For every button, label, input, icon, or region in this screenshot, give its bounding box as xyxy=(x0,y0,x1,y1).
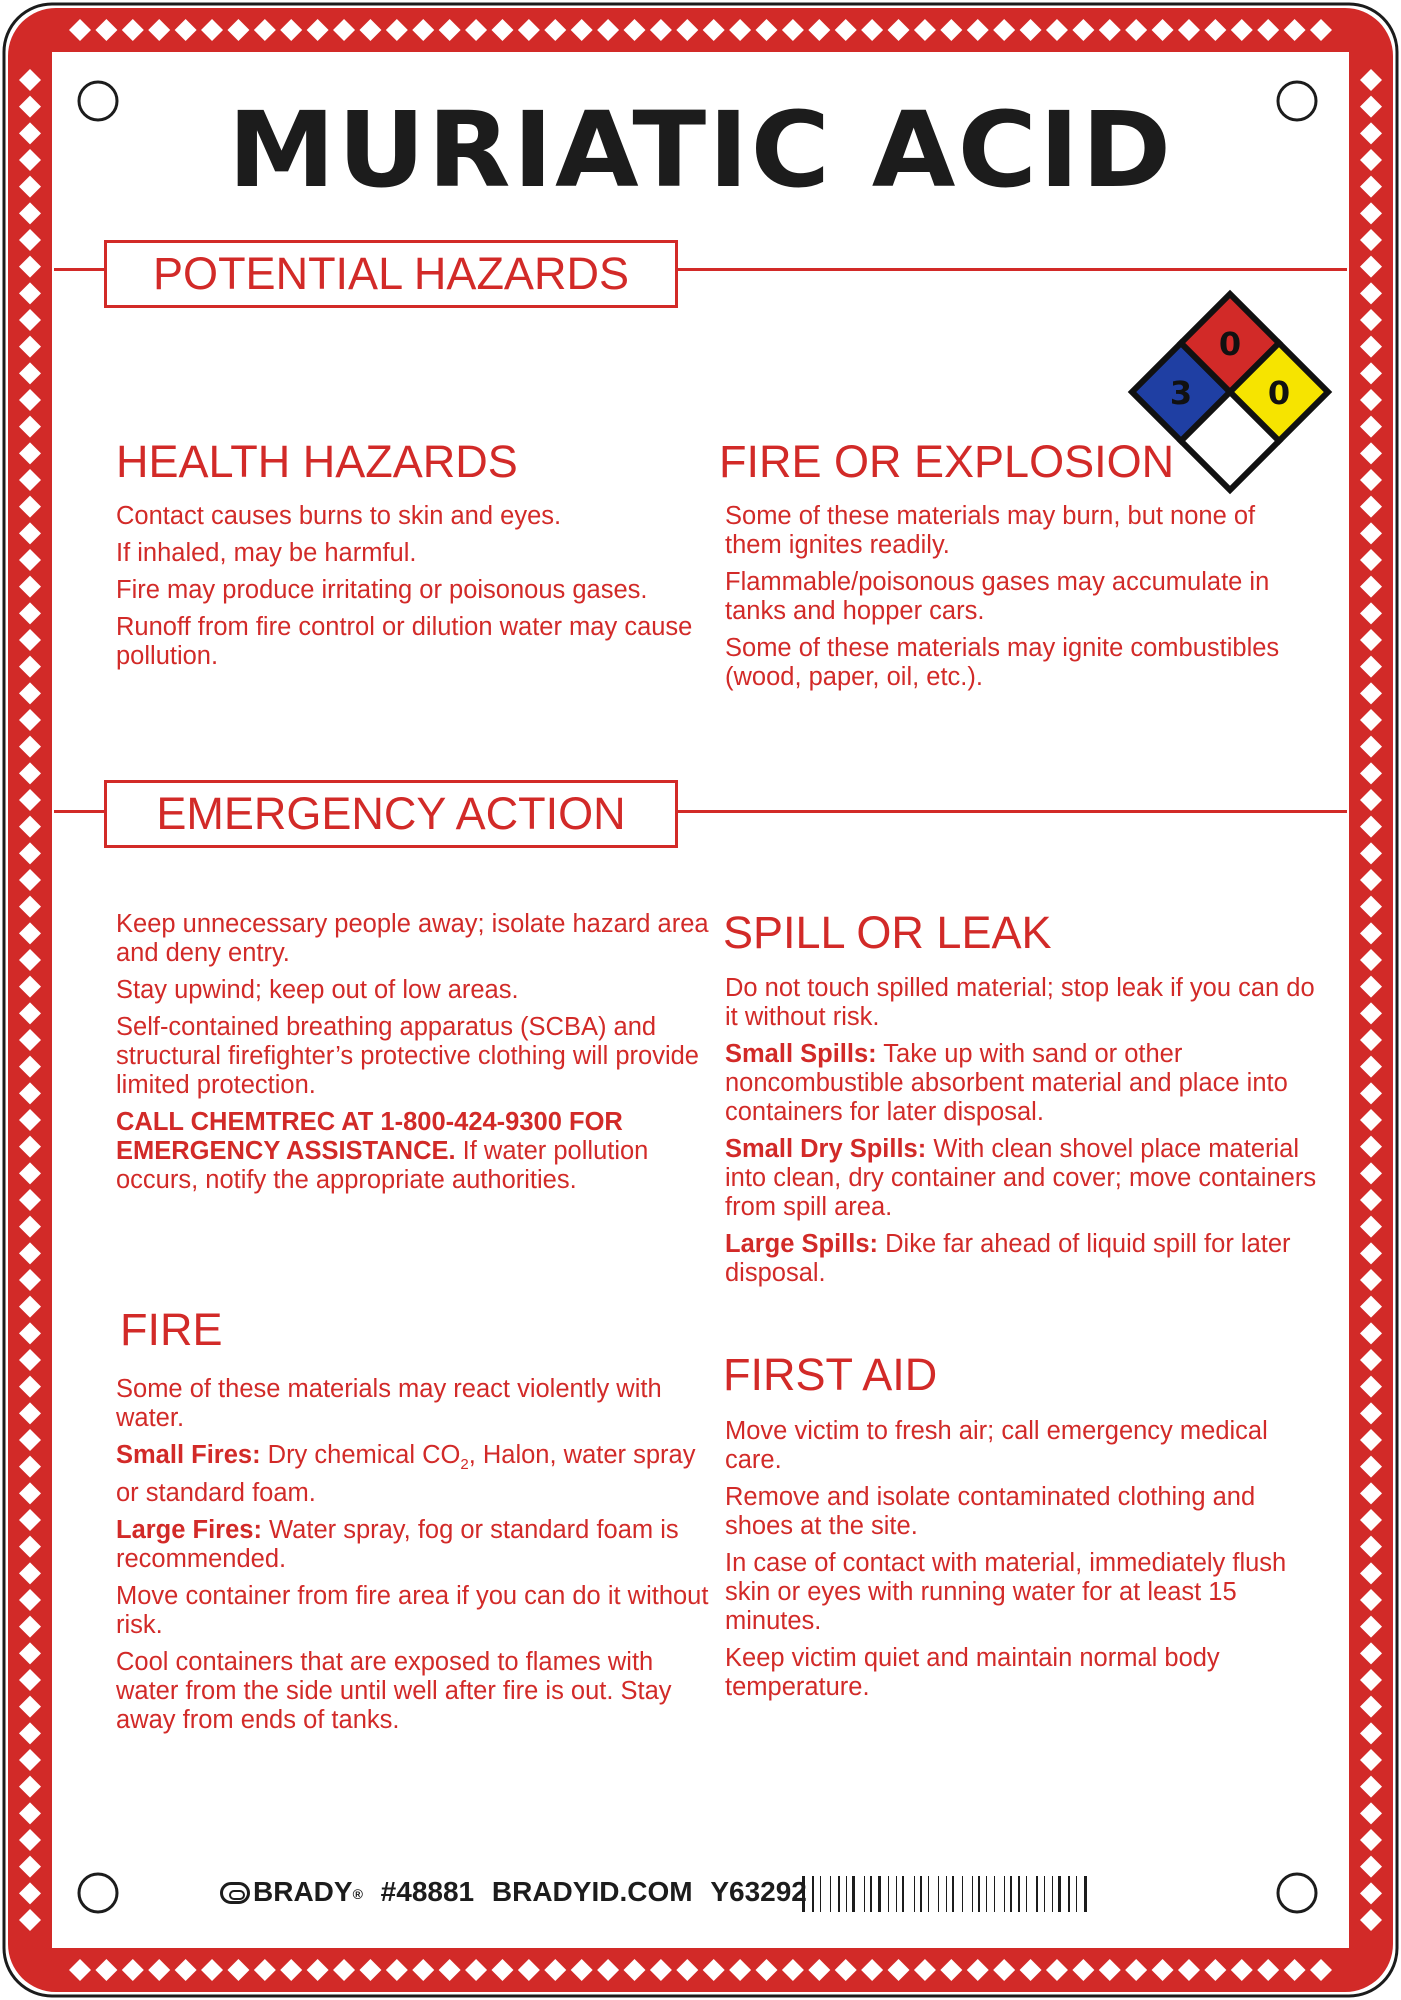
barcode-bar xyxy=(852,1876,855,1912)
sign-title: MURIATIC ACID xyxy=(227,89,1174,211)
barcode-bar xyxy=(838,1876,840,1912)
barcode-bar xyxy=(928,1876,929,1912)
emergency-item: Self-contained breathing apparatus (SCBA) and structural firefighter’s protective clothing will provide limited protection. xyxy=(116,1013,699,1099)
footer-brand xyxy=(220,1874,807,1912)
registered-mark: ® xyxy=(352,1886,363,1902)
small-fires-label: Small Fires: xyxy=(116,1441,261,1469)
potential-hazards-rule-right xyxy=(678,268,1347,271)
health-hazards-list xyxy=(116,502,710,679)
health-hazard-item: Fire may produce irritating or poisonous gases. xyxy=(116,576,648,604)
barcode-bar xyxy=(994,1876,995,1912)
brady-logo-icon xyxy=(220,1882,250,1904)
barcode-bar xyxy=(1044,1876,1045,1912)
website: BRADYID.COM xyxy=(491,1876,693,1907)
barcode-bar xyxy=(870,1876,872,1912)
barcode-bar xyxy=(820,1876,821,1912)
barcode-bar xyxy=(914,1876,915,1912)
emergency-item: Stay upwind; keep out of low areas. xyxy=(116,976,519,1004)
nfpa-flammability-value: 0 xyxy=(1218,325,1242,363)
spill-item-small-spills xyxy=(725,1040,1317,1127)
barcode-bar xyxy=(896,1876,897,1912)
barcode-bar xyxy=(972,1876,973,1912)
barcode-bar xyxy=(878,1876,881,1912)
barcode-bar xyxy=(962,1876,963,1912)
fire-item-large-fires xyxy=(116,1516,716,1574)
barcode-bar xyxy=(1084,1876,1087,1912)
fire-explosion-heading: FIRE OR EXPLOSION xyxy=(719,436,1175,487)
spill-item: Do not touch spilled material; stop leak if you can do it without risk. xyxy=(725,974,1315,1031)
large-fires-label: Large Fires: xyxy=(116,1516,262,1545)
fire-explosion-item: Some of these materials may ignite combustibles (wood, paper, oil, etc.). xyxy=(725,634,1280,691)
spill-leak-list xyxy=(725,974,1317,1296)
barcode-bar xyxy=(1010,1876,1012,1912)
health-hazard-item: If inhaled, may be harmful. xyxy=(116,539,417,567)
barcode-bar xyxy=(986,1876,987,1912)
large-fires-text: Water spray, fog or standard foam is recommended. xyxy=(116,1516,679,1574)
barcode-bar xyxy=(1004,1876,1005,1912)
small-fires-text: Dry chemical CO xyxy=(260,1441,461,1469)
fire-explosion-list xyxy=(725,502,1315,700)
emergency-action-rule-left xyxy=(54,810,104,813)
part-number: #48881 xyxy=(380,1876,475,1907)
fire-list xyxy=(116,1375,716,1743)
nfpa-instability-value: 0 xyxy=(1267,374,1291,412)
small-fires-text-rest: , Halon, water spray or standard foam. xyxy=(116,1441,696,1508)
barcode-bar xyxy=(830,1876,831,1912)
emergency-general-list xyxy=(116,910,716,1203)
barcode-bar xyxy=(1026,1876,1027,1912)
chemtrec-followup: If water pollution occurs, notify the appropriate authorities. xyxy=(116,1137,649,1194)
small-dry-spills-text: With clean shovel place material into clean, dry container and cover; move containers from spill area. xyxy=(725,1135,1317,1221)
spill-leak-heading: SPILL OR LEAK xyxy=(723,907,1052,958)
small-spills-label: Small Spills: xyxy=(725,1040,877,1068)
fire-item: Cool containers that are exposed to flames with water from the side until well after fire is out. Stay away from ends of tanks. xyxy=(116,1648,672,1735)
barcode-bar xyxy=(1052,1876,1053,1912)
barcode-bar xyxy=(846,1876,847,1912)
barcode-bar xyxy=(812,1876,814,1912)
first-aid-item: Move victim to fresh air; call emergency medical care. xyxy=(725,1417,1268,1474)
emergency-item-chemtrec xyxy=(116,1108,716,1195)
first-aid-heading: FIRST AID xyxy=(723,1349,938,1400)
fire-explosion-item: Some of these materials may burn, but none of them ignites readily. xyxy=(725,502,1256,559)
emergency-action-rule-right xyxy=(678,810,1347,813)
barcode-bar xyxy=(1018,1876,1020,1912)
barcode-bar xyxy=(920,1876,922,1912)
small-dry-spills-label: Small Dry Spills: xyxy=(725,1135,927,1163)
product-code: Y63292 xyxy=(710,1876,807,1907)
first-aid-list xyxy=(725,1417,1317,1710)
small-spills-text: Take up with sand or other noncombustible absorbent material and place into containers for later disposal. xyxy=(725,1040,1288,1126)
barcode-bar xyxy=(1068,1876,1070,1912)
health-hazard-item: Runoff from fire control or dilution water may cause pollution. xyxy=(116,613,693,670)
health-hazards-heading: HEALTH HAZARDS xyxy=(116,436,518,487)
potential-hazards-heading: POTENTIAL HAZARDS xyxy=(104,240,678,308)
health-hazard-item: Contact causes burns to skin and eyes. xyxy=(116,502,562,530)
barcode-bar xyxy=(946,1876,947,1912)
barcode-bar xyxy=(1058,1876,1061,1912)
large-spills-label: Large Spills: xyxy=(725,1230,879,1258)
fire-item: Some of these materials may react violently with water. xyxy=(116,1375,662,1432)
potential-hazards-rule-left xyxy=(54,268,104,271)
barcode-bar xyxy=(864,1876,865,1912)
first-aid-item: Keep victim quiet and maintain normal body temperature. xyxy=(725,1644,1220,1701)
emergency-action-heading: EMERGENCY ACTION xyxy=(104,780,678,848)
mounting-hole-bottom-right xyxy=(1278,1874,1316,1912)
first-aid-item: In case of contact with material, immediately flush skin or eyes with running water for at least 15 minutes. xyxy=(725,1549,1287,1635)
fire-explosion-item: Flammable/poisonous gases may accumulate in tanks and hopper cars. xyxy=(725,568,1270,625)
barcode-bar xyxy=(888,1876,889,1912)
large-spills-text: Dike far ahead of liquid spill for later disposal. xyxy=(725,1230,1291,1287)
brand-name: BRADY xyxy=(253,1876,353,1907)
chemtrec-callout: CALL CHEMTREC AT 1-800-424-9300 FOR EMERGENCY ASSISTANCE. xyxy=(116,1108,623,1165)
fire-item-small-fires xyxy=(116,1441,716,1508)
nfpa-health-value: 3 xyxy=(1169,374,1193,412)
fire-heading: FIRE xyxy=(120,1304,223,1355)
emergency-item: Keep unnecessary people away; isolate hazard area and deny entry. xyxy=(116,910,709,967)
barcode-bar xyxy=(1076,1876,1077,1912)
spill-item-large-spills xyxy=(725,1230,1317,1288)
barcode-bar xyxy=(978,1876,980,1912)
barcode-bar xyxy=(938,1876,939,1912)
fire-item: Move container from fire area if you can do it without risk. xyxy=(116,1582,709,1640)
mounting-hole-bottom-left xyxy=(79,1874,117,1912)
barcode-bar xyxy=(952,1876,954,1912)
barcode-bar xyxy=(1036,1876,1038,1912)
barcode-bar xyxy=(902,1876,904,1912)
spill-item-small-dry-spills xyxy=(725,1135,1317,1222)
co2-subscript: 2 xyxy=(460,1456,469,1474)
first-aid-item: Remove and isolate contaminated clothing and shoes at the site. xyxy=(725,1483,1256,1540)
